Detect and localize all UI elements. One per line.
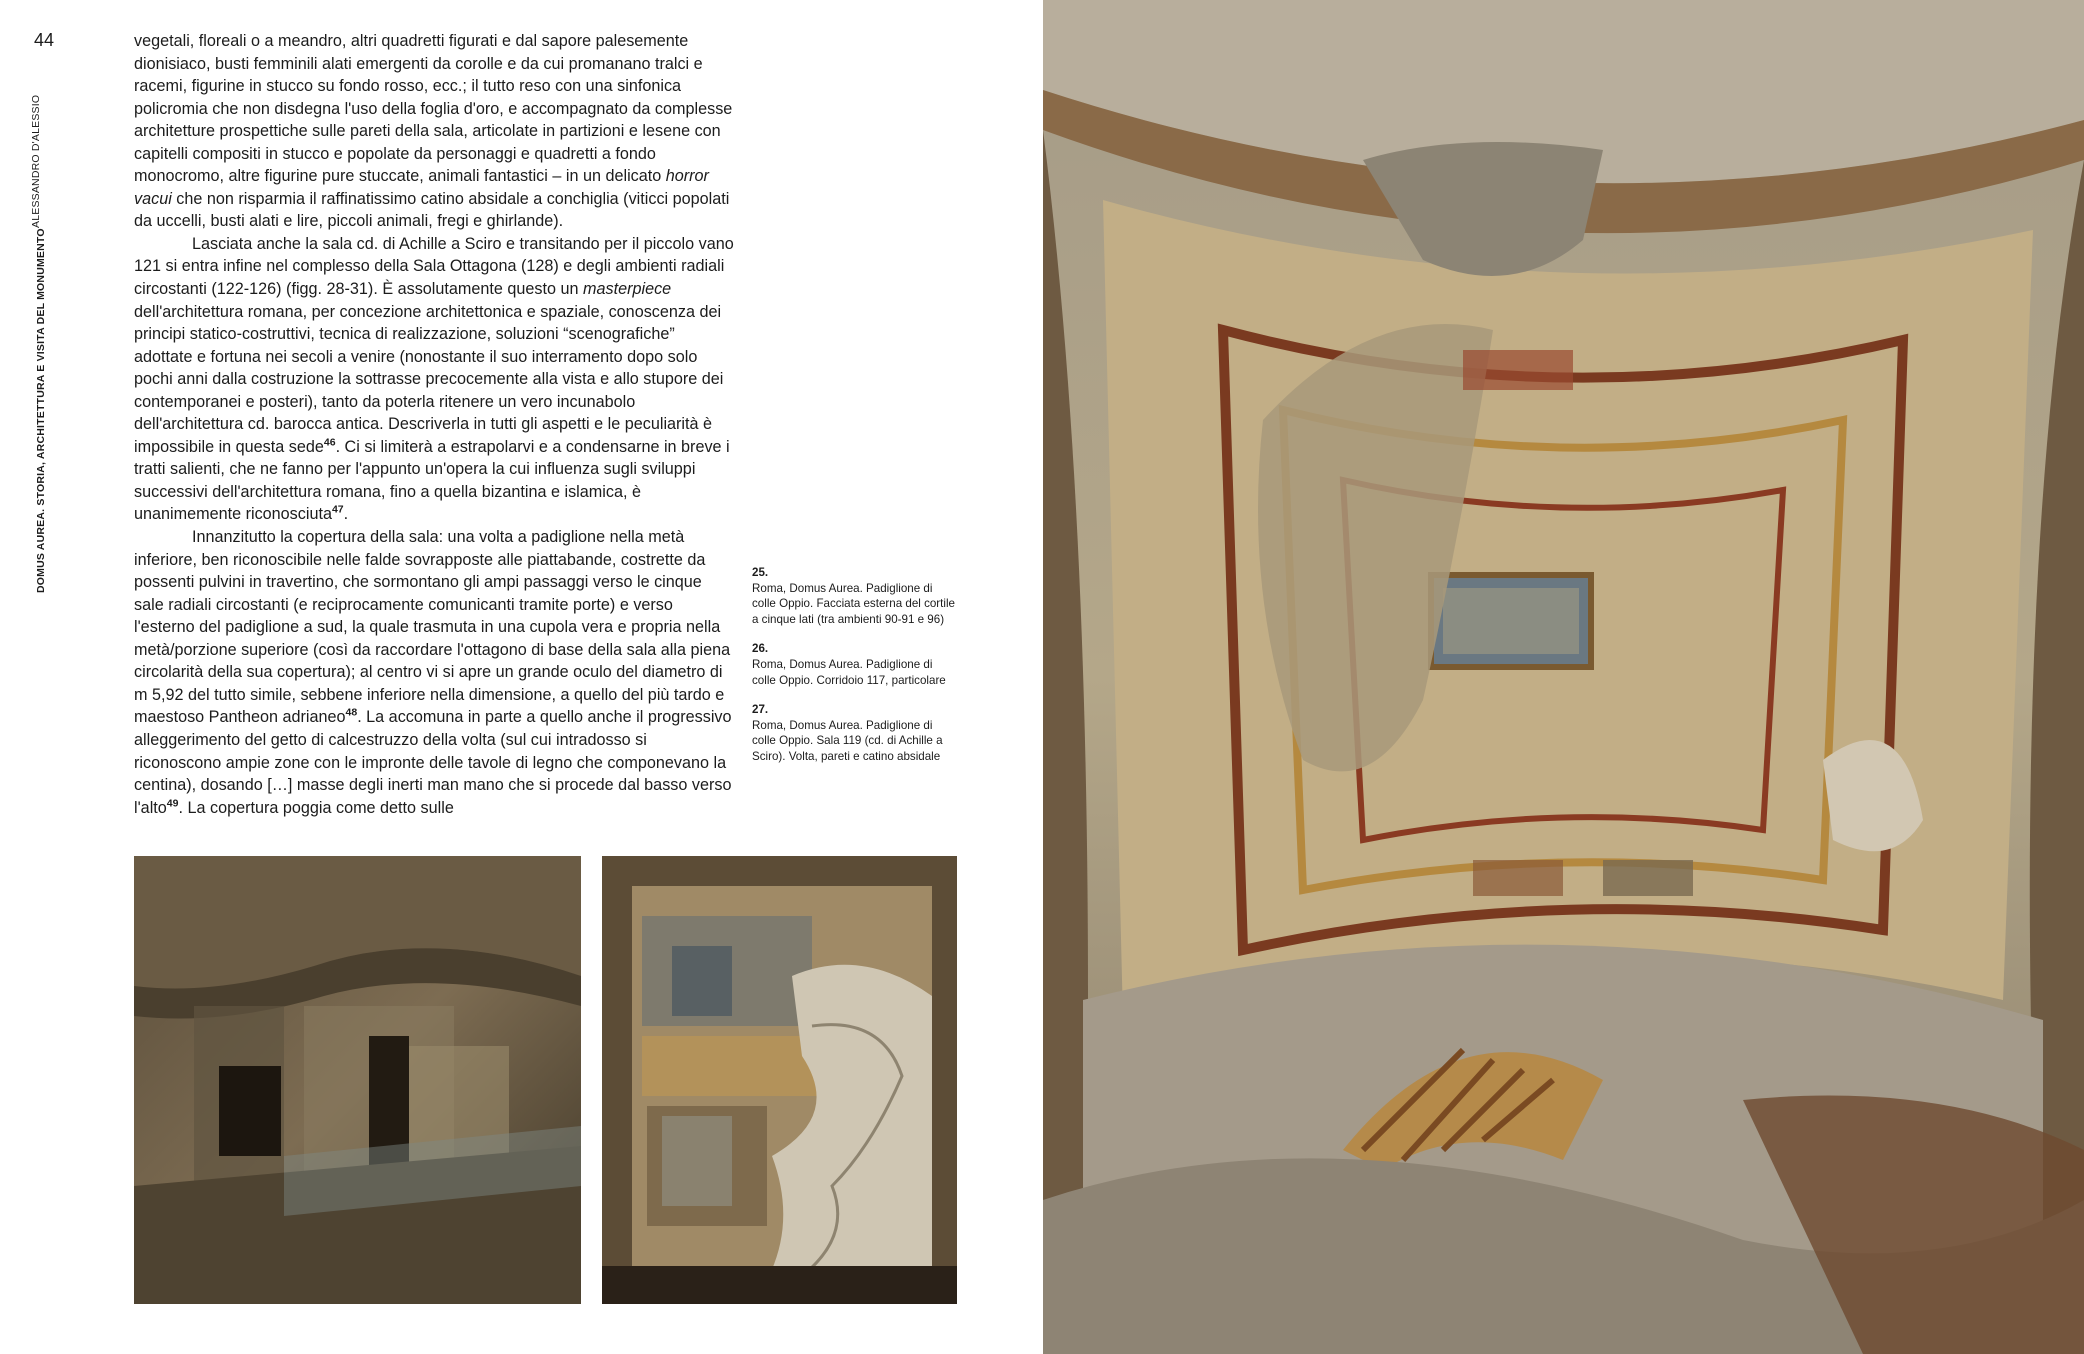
body-text bbox=[134, 30, 734, 819]
footnote-ref[interactable]: 47 bbox=[331, 504, 344, 517]
caption-number: 25. bbox=[752, 566, 769, 579]
caption-26 bbox=[752, 641, 957, 688]
running-head-title: DOMUS AUREA. STORIA, ARCHITETTURA E VISITA DEL MONUMENTO bbox=[35, 228, 47, 593]
paragraph-2: Lasciata anche la sala cd. di Achille a Sciro e transitando per il piccolo vano 121 si entra infine nel complesso della Sala Ottagona (128) e degli ambienti radiali circostanti (122-126) (figg. 28-31). È assolutamente questo un masterpiece dell'architettura romana, per concezione architettonica e spaziale, conoscenza dei principi statico-costruttivi, tecnica di realizzazione, soluzioni “scenografiche” adottate e fortuna nei secoli a venire (nonostante il suo interramento dopo solo pochi anni dalla costruzione la sottrasse precocemente alla vista e allo stupore dei contemporanei e posteri), tanto da poterla ritenere un vero incunabolo dell'architettura cd. barocca antica. Descriverla in tutti gli aspetti e le peculiarità è impossibile in questa sede$^{46}$. Ci si limiterà a estrapolarvi e a condensarne in breve i tratti salienti, che ne fanno per l'appunto un'opera la cui influenza sugli sviluppi successivi dell'architettura romana, fino a quella bizantina e islamica, è unanimemente riconosciuta$^{47}$. bbox=[134, 234, 734, 524]
footnote-ref[interactable]: 46 bbox=[323, 436, 336, 449]
paragraph-1: vegetali, floreali o a meandro, altri quadretti figurati e dal sapore palesemente dionisiaco, busti femminili alati emergenti da corolle e da cui promanano tralci e racemi, figurine in stucco su fondo rosso, ecc.; il tutto reso con una sinfonica policromia che non disdegna l'uso della foglia d'oro, e accompagnato da complesse architetture prospettiche sulle pareti della sala, articolate in partizioni e lesene con capitelli compositi in stucco e popolate da personaggi e quadretti a fondo monocromo, altre figurine pure stuccate, animali fantastici – in un delicato horror vacui che non risparmia il raffinatissimo catino absidale a conchiglia (viticci popolati da uccelli, busti alati e lire, piccoli animali, fregi e ghirlande). bbox=[134, 32, 733, 231]
caption-number: 27. bbox=[752, 703, 769, 717]
footnote-ref[interactable]: 48 bbox=[345, 707, 358, 720]
figure-27-photo bbox=[1043, 0, 2084, 1354]
italic-term: horror vacui bbox=[134, 167, 709, 208]
caption-27 bbox=[752, 702, 957, 764]
page-number: 44 bbox=[34, 30, 55, 50]
caption-25 bbox=[752, 565, 957, 627]
paragraph-3: Innanzitutto la copertura della sala: una volta a padiglione nella metà inferiore, ben riconoscibile nelle falde sovrapposte alle piattabande, costrette da possenti pulvini in travertino, che sormontano gli ampi passaggi verso le cinque sale radiali circostanti (e reciprocamente comunicanti tramite porte) e verso l'esterno del padiglione a sud, la quale trasmuta in una cupola vera e propria nella metà/porzione superiore (così da raccordare l'ottagono di base della sala alla piena circolarità della sua copertura); al centro vi si apre un grande oculo del diametro di m 5,92 del tutto simile, sebbene inferiore nella dimensione, a quello del più tardo e maestoso Pantheon adrianeo$^{48}$. La accomuna in parte a quello anche il progressivo alleggerimento del getto di calcestruzzo della volta (sul cui intradosso si riconoscono ampie zone con le impronte delle tavole di legno che componevano la centina), dosando […] masse degli inerti man mano che si procede dal basso verso l'alto$^{49}$. La copertura poggia come detto sulle bbox=[134, 528, 732, 817]
figure-captions bbox=[752, 565, 957, 779]
caption-text: Roma, Domus Aurea. Padiglione di colle Oppio. Facciata esterna del cortile a cinque lati (tra ambienti 90-91 e 96) bbox=[752, 581, 955, 626]
figure-25-photo bbox=[134, 856, 581, 1304]
caption-number: 26. bbox=[752, 642, 769, 656]
running-head-author: ALESSANDRO D'ALESSIO bbox=[30, 95, 42, 229]
italic-term: masterpiece bbox=[583, 280, 672, 299]
footnote-ref[interactable]: 49 bbox=[166, 797, 179, 810]
caption-text: Roma, Domus Aurea. Padiglione di colle Oppio. Corridoio 117, particolare bbox=[752, 657, 946, 687]
figure-26-photo bbox=[602, 856, 957, 1304]
caption-text: Roma, Domus Aurea. Padiglione di colle Oppio. Sala 119 (cd. di Achille a Sciro). Volta, pareti e catino absidale bbox=[752, 718, 943, 763]
running-head bbox=[30, 95, 52, 593]
